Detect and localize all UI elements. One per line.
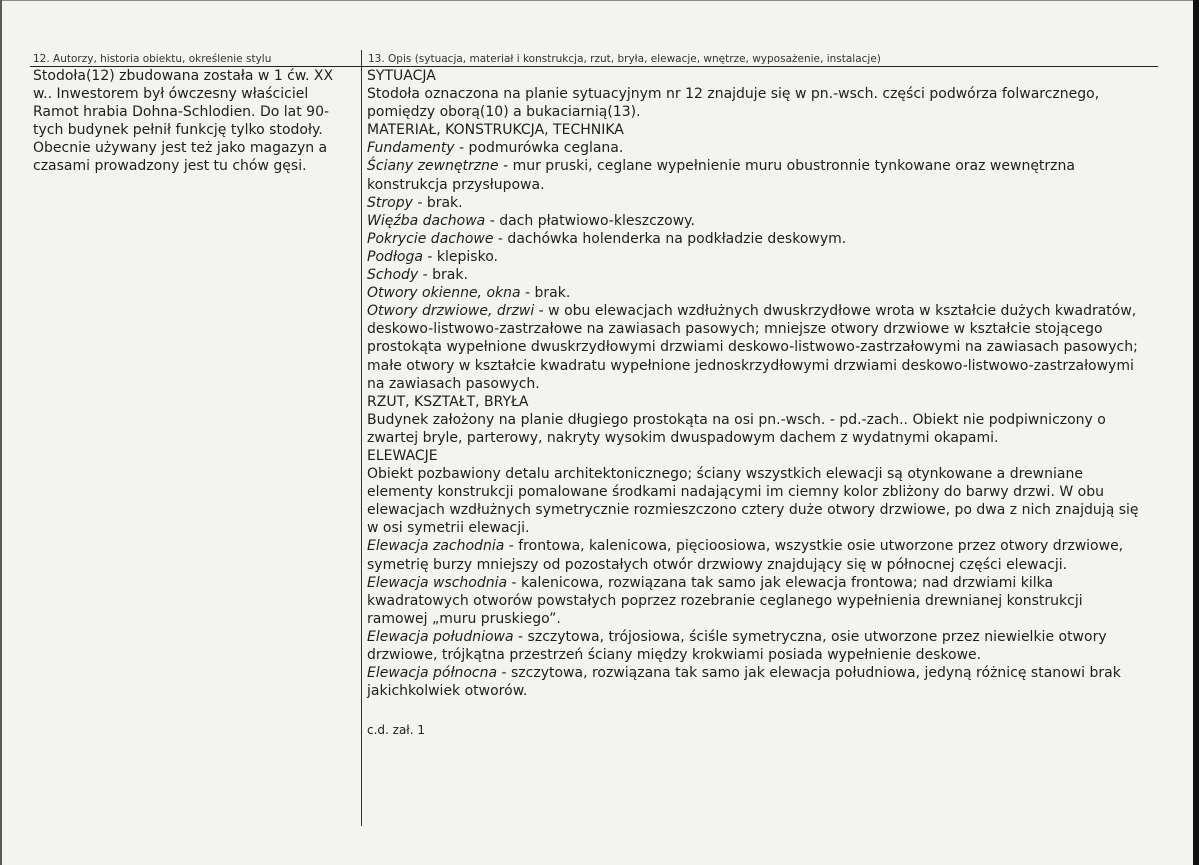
column-divider [361, 50, 362, 826]
entry-wiezba [367, 212, 1155, 230]
history-line: czasami prowadzony jest tu chów gęsi. [33, 158, 307, 175]
elewacje-line: Obiekt pozbawiony detalu architektonicznego; ściany wszystkich elewacji są otynkowane a drewniane [367, 466, 1083, 483]
history-line: Obecnie używany jest też jako magazyn a [33, 140, 328, 157]
entry-sciany-cont: konstrukcja przysłupowa. [367, 176, 545, 193]
text-fundamenty: - podmurówka ceglana. [454, 140, 624, 157]
section-heading-sytuacja: SYTUACJA [367, 68, 436, 84]
term-poludniowa: Elewacja południowa [367, 628, 514, 645]
entry-okna [367, 284, 1155, 302]
term-wschodnia: Elewacja wschodnia [367, 574, 508, 591]
entry-wschodnia-cont: ramowej „muru pruskiego”. [367, 610, 561, 627]
entry-pokrycie [367, 230, 1155, 248]
entry-drzwi-cont: małe otwory w kształcie kwadratu wypełnione jednoskrzydłowymi drzwiami deskowo-listwowo-zastrzałowymi [367, 357, 1134, 374]
elewacje-line: elementy konstrukcji pomalowane środkami nadającymi im ciemny kolor zbliżony do barwy drzwi. W obu [367, 484, 1104, 501]
term-zachodnia: Elewacja zachodnia [367, 538, 505, 555]
rzut-line: Budynek założony na planie długiego prostokąta na osi pn.-wsch. - pd.-zach.. Obiekt nie podpiwniczony o [367, 411, 1106, 428]
entry-wschodnia [367, 574, 1155, 592]
term-schody: Schody [367, 267, 419, 284]
term-drzwi: Otwory drzwiowe, drzwi [367, 303, 535, 320]
section-12-header: 12. Autorzy, historia obiektu, określenie stylu [33, 53, 272, 65]
entry-drzwi [367, 302, 1155, 320]
history-line: w.. Inwestorem był ówczesny właściciel [33, 86, 309, 103]
history-line: Stodoła(12) zbudowana została w 1 ćw. XX [33, 68, 334, 84]
section-heading-material: MATERIAŁ, KONSTRUKCJA, TECHNIKA [367, 122, 624, 139]
entry-poludniowa [367, 628, 1155, 646]
term-stropy: Stropy [367, 194, 413, 211]
term-sciany: Ściany zewnętrzne [367, 158, 499, 175]
text-podloga: - klepisko. [422, 248, 498, 265]
text-poludniowa: - szczytowa, trójosiowa, ściśle symetryczna, osie utworzone przez niewielkie otwory [513, 628, 1107, 645]
section-13-header: 13. Opis (sytuacja, materiał i konstrukcja, rzut, bryła, elewacje, wnętrze, wyposażenie, instalacje) [368, 53, 881, 65]
page-top-edge [0, 0, 1199, 1]
rzut-line: zwartej bryle, parterowy, nakryty wysokim dwuspadowym dachem z wydatnymi okapami. [367, 429, 999, 446]
text-okna: - brak. [520, 285, 571, 302]
term-polnocna: Elewacja północna [367, 665, 498, 682]
entry-stropy [367, 194, 1155, 212]
entry-wschodnia-cont: kwadratowych otworów powstałych poprzez rozebranie ceglanego wypełnienia drewnianej konstrukcji [367, 592, 1083, 609]
text-sciany: - mur pruski, ceglane wypełnienie muru obustronnie tynkowane oraz wewnętrzna [498, 158, 1075, 175]
entry-drzwi-cont: deskowo-listwowo-zastrzałowe na zawiasach pasowych; mniejsze otwory drzwiowe w kształcie stojącego [367, 321, 1103, 338]
entry-drzwi-cont: na zawiasach pasowych. [367, 375, 540, 392]
page-right-edge [1193, 0, 1199, 865]
elewacje-line: elewacjach wzdłużnych symetrycznie rozmieszczono cztery duże otwory drzwiowe, po dwa z nich znajdują się [367, 502, 1139, 519]
term-podloga: Podłoga [367, 248, 423, 265]
entry-poludniowa-cont: drzwiowe, trójkątna przestrzeń ściany między krokwiami posiada wypełnienie deskowe. [367, 647, 982, 663]
text-polnocna: - szczytowa, rozwiązana tak samo jak elewacja południowa, jedyną różnicę stanowi brak [497, 665, 1121, 682]
entry-polnocna-cont: jakichkolwiek otworów. [367, 683, 528, 700]
term-pokrycie: Pokrycie dachowe [367, 230, 494, 247]
entry-schody [367, 266, 1155, 284]
term-okna: Otwory okienne, okna [367, 285, 521, 302]
entry-drzwi-cont: prostokąta wypełnione dwuskrzydłowymi drzwiami deskowo-listwowo-zastrzałowymi na zawiasach pasowych; [367, 339, 1138, 356]
term-fundamenty: Fundamenty [367, 140, 455, 157]
term-wiezba: Więźba dachowa [367, 212, 486, 229]
section-heading-elewacje: ELEWACJE [367, 447, 438, 464]
history-line: tych budynek pełnił funkcję tylko stodoły. [33, 122, 323, 139]
elewacje-line: w osi symetrii elewacji. [367, 520, 530, 537]
history-column [33, 67, 333, 176]
continuation-note: c.d. zał. 1 [367, 723, 425, 738]
sytuacja-line: pomiędzy oborą(10) a bukaciarnią(13). [367, 104, 641, 121]
entry-polnocna [367, 664, 1155, 682]
text-wiezba: - dach płatwiowo-kleszczowy. [485, 212, 695, 229]
section-heading-rzut: RZUT, KSZTAŁT, BRYŁA [367, 393, 529, 410]
text-schody: - brak. [418, 267, 468, 284]
description-column [367, 67, 1155, 739]
text-pokrycie: - dachówka holenderka na podkładzie deskowym. [493, 230, 847, 247]
entry-zachodnia-cont: symetrię burzy mniejszy od pozostałych otwór drzwiowy znajdujący się w północnej części elewacji. [367, 556, 1068, 573]
history-line: Ramot hrabia Dohna-Schlodien. Do lat 90- [33, 104, 330, 121]
text-drzwi: - w obu elewacjach wzdłużnych dwuskrzydłowe wrota w kształcie dużych kwadratów, [534, 303, 1137, 320]
entry-fundamenty [367, 139, 1155, 157]
entry-zachodnia [367, 537, 1155, 555]
sytuacja-line: Stodoła oznaczona na planie sytuacyjnym nr 12 znajduje się w pn.-wsch. części podwórza folwarcznego, [367, 86, 1100, 103]
text-wschodnia: - kalenicowa, rozwiązana tak samo jak elewacja frontowa; nad drzwiami kilka [507, 574, 1054, 591]
entry-sciany [367, 157, 1155, 175]
text-stropy: - brak. [412, 194, 463, 211]
text-zachodnia: - frontowa, kalenicowa, pięcioosiowa, wszystkie osie utworzone przez otwory drzwiowe, [504, 538, 1124, 555]
entry-podloga [367, 248, 1155, 266]
page-left-edge [0, 0, 2, 865]
